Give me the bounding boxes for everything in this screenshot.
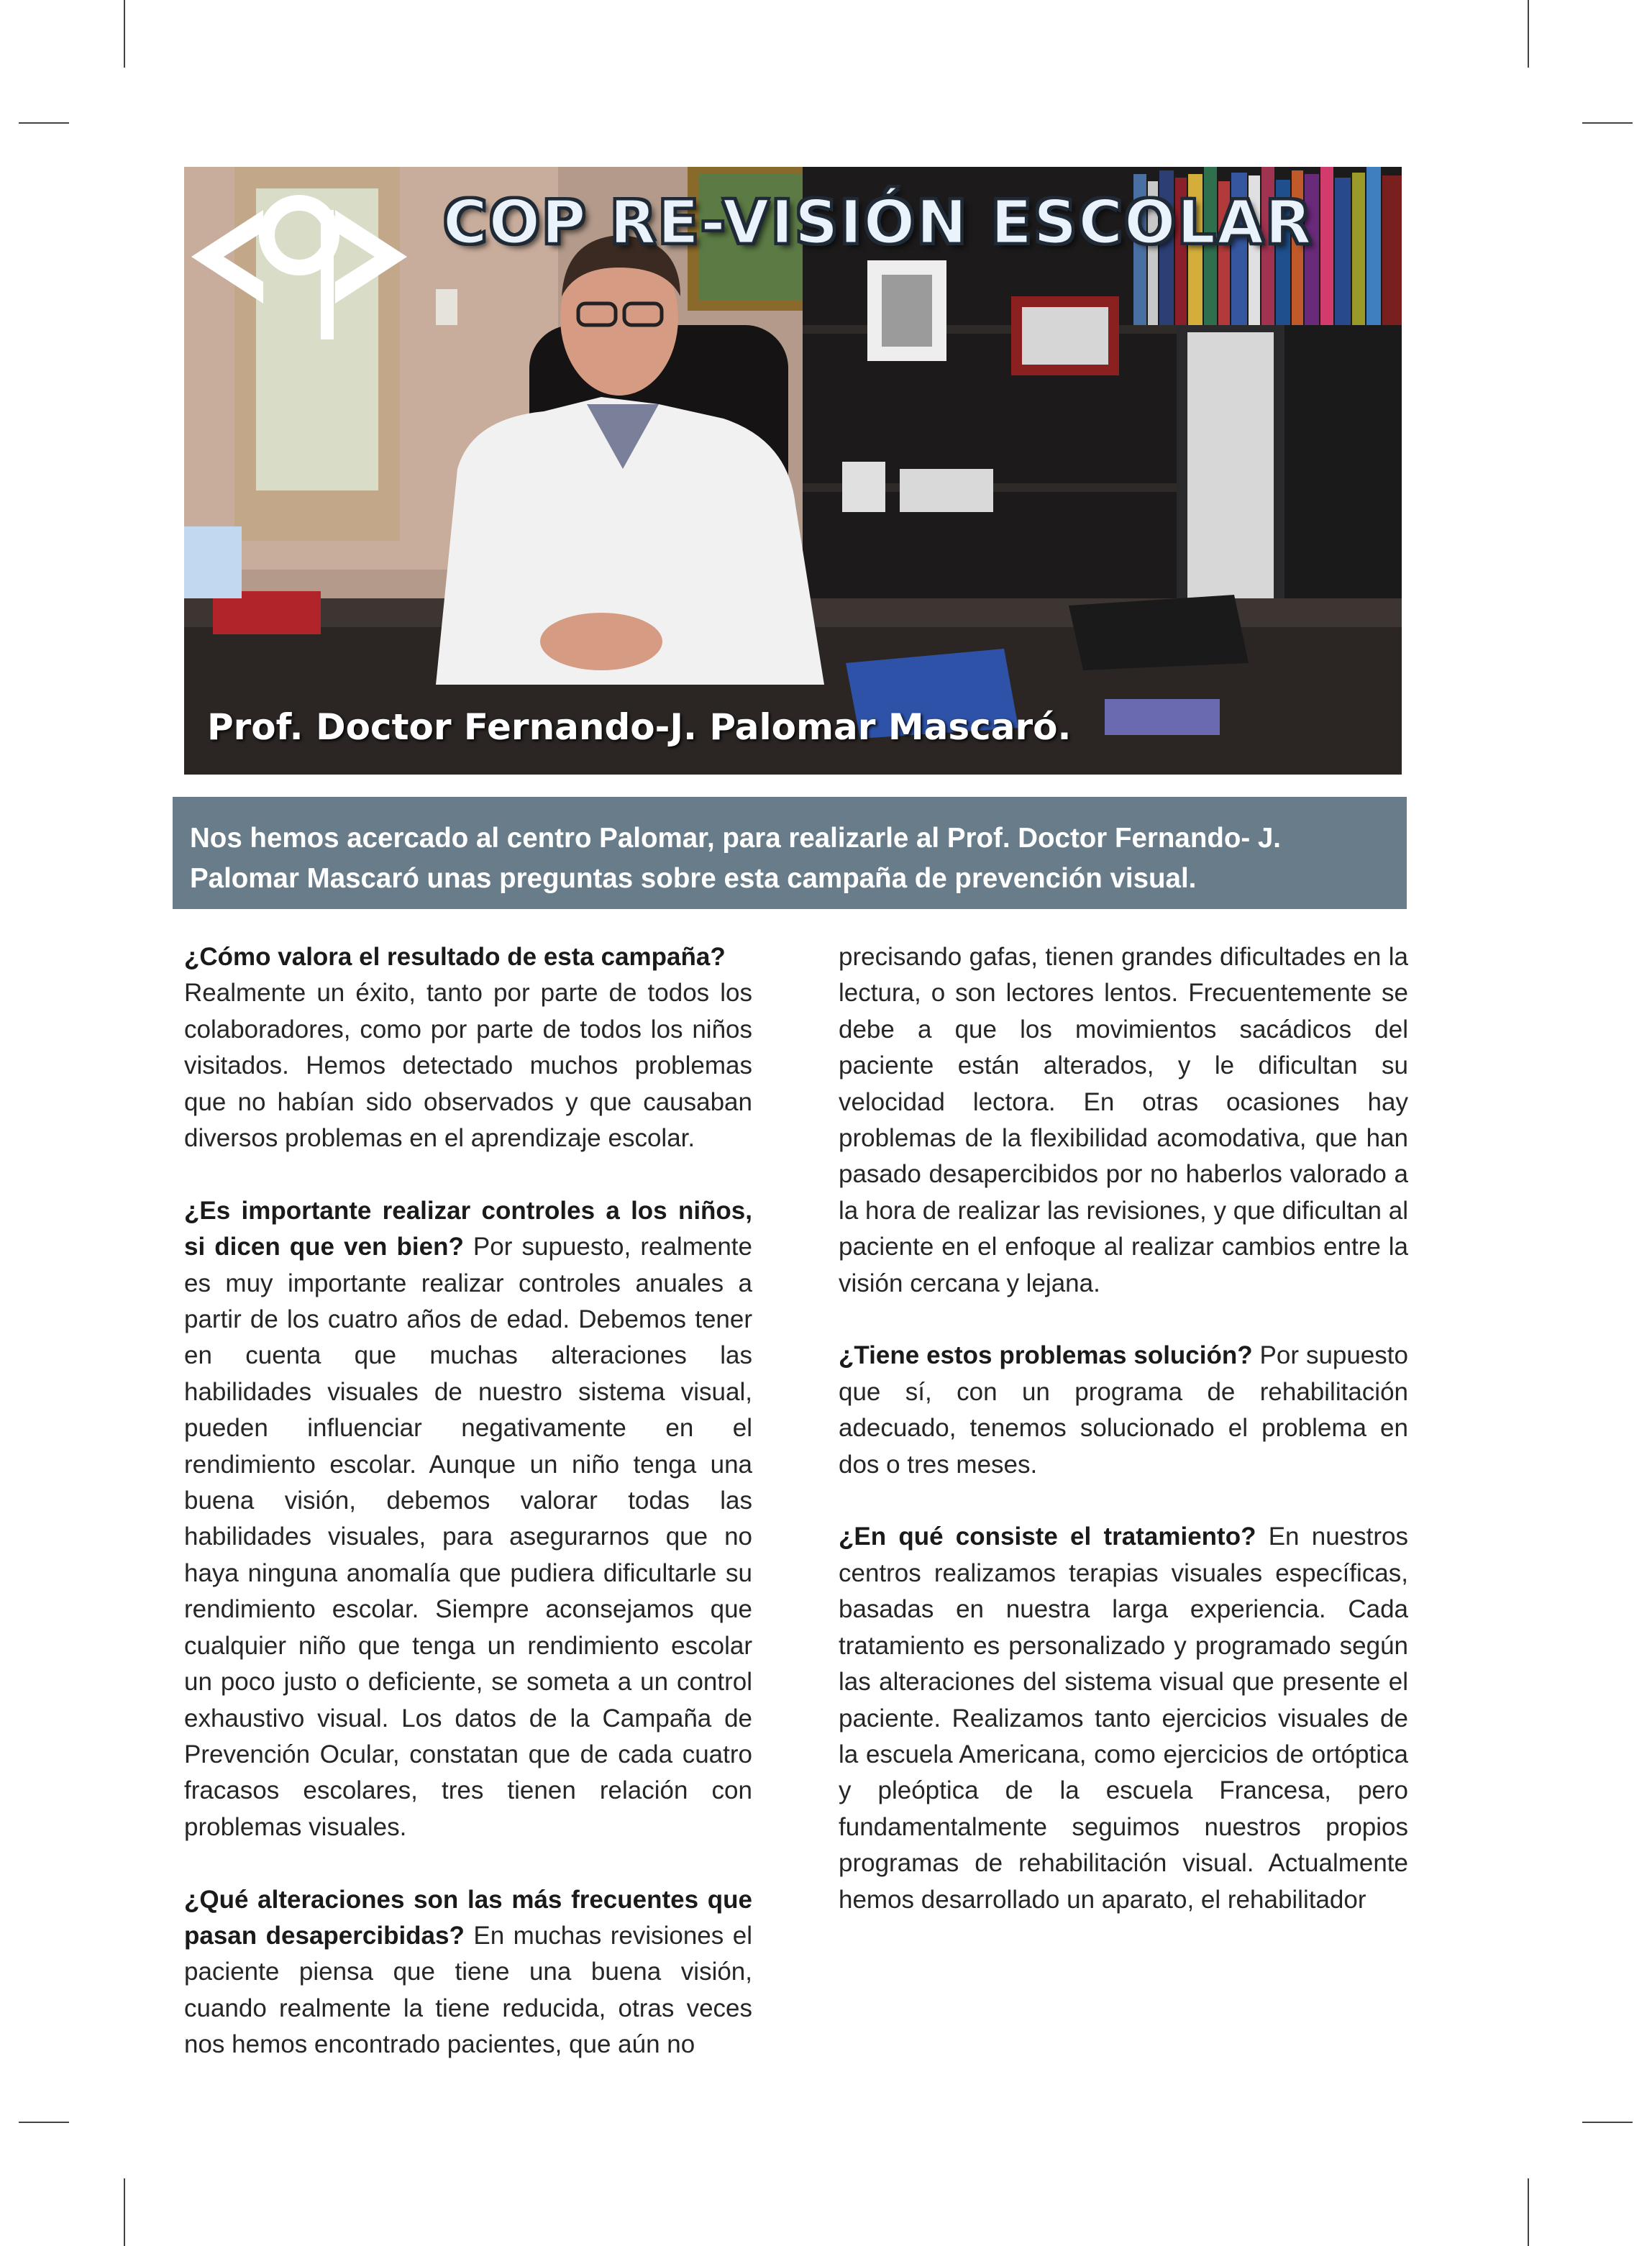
crop-mark [1582,2122,1633,2123]
crop-mark [1582,122,1633,124]
crop-mark [124,2178,125,2246]
hero-photo [184,167,1402,775]
answer: Por supuesto que sí, con un programa de rehabilitación adecuado, tenemos solucionado el problema en dos o tres meses. [839,1341,1408,1479]
crop-mark [19,122,69,124]
qa-block [839,1519,1408,1917]
answer: Realmente un éxito, tanto por parte de todos los colaboradores, como por parte de todos los niños visitados. Hemos detectado muchos problemas que no habían sido observados y que causaban diversos problemas en el aprendizaje escolar. [184,979,752,1153]
qa-block [184,1882,752,2063]
crop-mark [1528,2178,1529,2246]
qa-block [184,1193,752,1845]
question: ¿En qué consiste el tratamiento? [839,1523,1256,1551]
answer: En muchas revisiones el paciente piensa que tiene una buena visión, cuando realmente la tiene reducida, otras veces nos hemos encontrado pacientes, que aún no [184,1921,752,2059]
photo-caption: Prof. Doctor Fernando-J. Palomar Mascaró. [207,706,1072,748]
page-title: COP RE-VISIÓN ESCOLAR [443,187,1313,257]
qa-block [839,1338,1408,1483]
crop-mark [1528,0,1529,68]
question: ¿Cómo valora el resultado de esta campaña? [184,943,726,971]
qa-block [184,939,752,1156]
answer: Por supuesto, realmente es muy importante realizar controles anuales a partir de los cuatro años de edad. Debemos tener en cuenta que muchas alteraciones las habilidades visuales de nuestro sistema visual, pueden influenciar negativamente en el rendimiento escolar. Aunque un niño tenga una buena visión, debemos valorar todas las habilidades visuales, para asegurarnos que no haya ninguna anomalía que pudiera dificultarle su rendimiento escolar. Siempre aconsejamos que cualquier niño que tenga un rendimiento escolar un poco justo o deficiente, se someta a un control exhaustivo visual. Los datos de la Campaña de Prevención Ocular, constatan que de cada cuatro fracasos escolares, tres tienen relación con problemas visuales. [184,1233,752,1841]
article-column-left [184,939,752,2063]
crop-mark [124,0,125,68]
cop-logo-icon [184,167,414,347]
question: ¿Qué alteraciones son las más frecuentes que pasan desapercibidas? [184,1885,752,1950]
crop-mark [19,2122,69,2123]
answer: En nuestros centros realizamos terapias visuales específicas, basadas en nuestra larga experiencia. Cada tratamiento es personalizado y programado según las alteraciones del sistema visual que presente el paciente. Realizamos tanto ejercicios visuales de la escuela Americana, como ejercicios de ortóptica y pleóptica de la escuela Francesa, pero fundamentalmente seguimos nuestros propios programas de rehabilitación visual. Actualmente hemos desarrollado un aparato, el rehabilitador [839,1523,1408,1914]
intro-box [173,797,1407,909]
question: ¿Tiene estos problemas solución? [839,1341,1253,1370]
qa-block-continued [839,939,1408,1302]
answer-continued: precisando gafas, tienen grandes dificultades en la lectura, o son lectores lentos. Frecuentemente se debe a que los movimientos sacádicos del paciente están alterados, y le dificultan su velocidad lectora. En otras ocasiones hay problemas de la flexibilidad acomodativa, que han pasado desapercibidos por no haberlos valorado a la hora de realizar las revisiones, y que dificultan al paciente en el enfoque al realizar cambios entre la visión cercana y lejana. [839,943,1408,1297]
intro-text: Nos hemos acercado al centro Palomar, para realizarle al Prof. Doctor Fernando- J. Palomar Mascaró unas preguntas sobre esta campaña de prevención visual. [190,823,1281,894]
article-column-right [839,939,1408,1954]
question: ¿Es importante realizar controles a los niños, si dicen que ven bien? [184,1196,752,1261]
